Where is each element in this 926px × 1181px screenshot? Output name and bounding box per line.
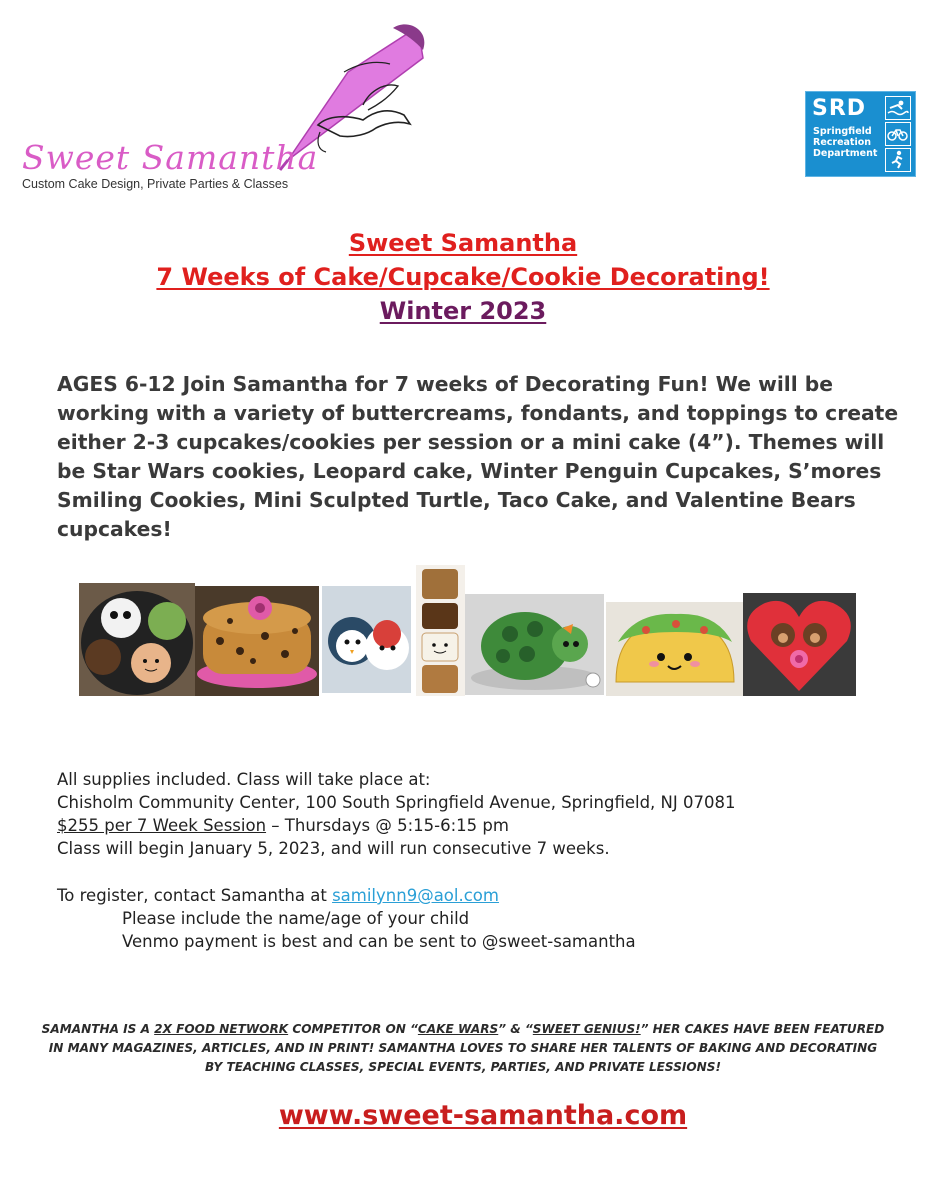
child-info-note: Please include the name/age of your child <box>122 909 470 928</box>
price: $255 per 7 Week Session <box>57 816 267 835</box>
register-prefix: To register, contact Samantha at <box>57 886 333 905</box>
class-description: AGES 6-12 Join Samantha for 7 weeks of Decorating Fun! We will be working with a variety of buttercreams, fondants, and toppings to create either 2-3 cupcakes/cookies per session or a mini cake (4”). Themes will be Star Wars cookies, Leopard cake, Winter Penguin Cupcakes, S’mores Smiling Cookies, Mini Sculpted Turtle, Taco Cake, and Valentine Bears cupcakes! <box>57 372 899 541</box>
email-link[interactable]: samilynn9@aol.com <box>332 886 499 905</box>
page-title: Sweet Samantha <box>348 229 578 257</box>
brand-tagline: Custom Cake Design, Private Parties & Classes <box>22 177 289 191</box>
registration-info <box>57 884 636 953</box>
register-line <box>57 884 636 907</box>
class-title: 7 Weeks of Cake/Cupcake/Cookie Decorating! <box>156 263 770 291</box>
schedule: – Thursdays @ 5:15-6:15 pm <box>266 816 509 835</box>
star-wars-cookies-photo <box>79 583 195 696</box>
bio-text: SAMANTHA IS A 2X FOOD NETWORK COMPETITOR ON “CAKE WARS” & “SWEET GENIUS!” HER CAKES HAVE BEEN FEATURED IN MANY MAGAZINES, ARTICLES, AND IN PRINT! SAMANTHA LOVES TO SHARE HER TALENTS OF BAKING AND DECORATING BY TEACHING CLASSES, SPECIAL EVENTS, PARTIES, AND PRIVATE LESSIONS! <box>41 1022 885 1074</box>
website-link[interactable]: www.sweet-samantha.com <box>278 1100 688 1131</box>
location-address: Chisholm Community Center, 100 South Springfield Avenue, Springfield, NJ 07081 <box>57 793 736 812</box>
penguin-cupcakes-photo <box>322 586 411 693</box>
srd-department-name: Springfield Recreation Department <box>813 126 878 159</box>
srd-abbreviation: SRD <box>812 96 867 121</box>
valentine-bears-photo <box>743 593 856 696</box>
taco-cake-photo <box>606 602 743 696</box>
swimmer-icon <box>885 96 911 120</box>
price-schedule <box>57 814 735 837</box>
venmo-note: Venmo payment is best and can be sent to @sweet-samantha <box>122 932 636 951</box>
class-details <box>57 768 735 860</box>
srd-logo <box>805 91 916 177</box>
runner-icon <box>885 148 911 172</box>
smores-cookies-photo <box>416 565 465 696</box>
brand-name: Sweet Samantha <box>22 138 319 177</box>
start-date: Class will begin January 5, 2023, and will run consecutive 7 weeks. <box>57 839 610 858</box>
leopard-cake-photo <box>195 586 319 696</box>
bicycle-icon <box>885 122 911 146</box>
supplies-note: All supplies included. Class will take place at: <box>57 770 431 789</box>
season-title: Winter 2023 <box>379 297 547 325</box>
turtle-cake-photo <box>465 594 604 695</box>
